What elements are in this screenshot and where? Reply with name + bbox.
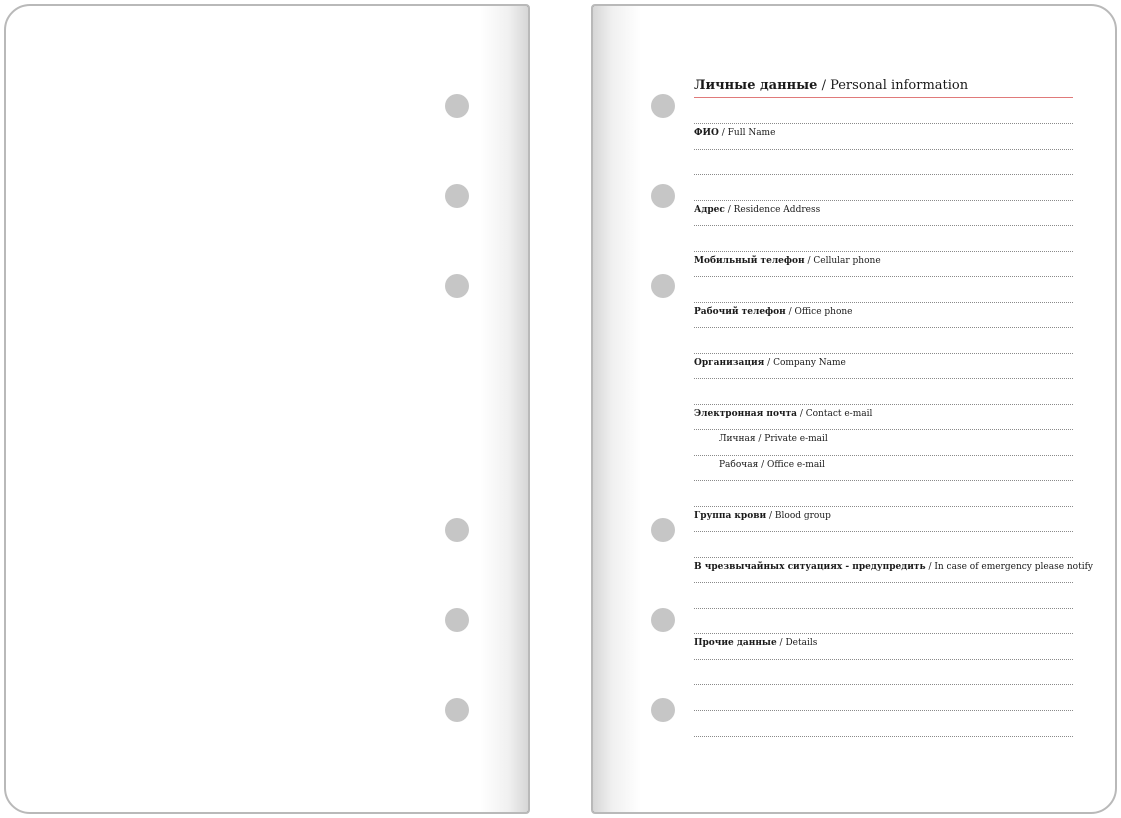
- page-title: [694, 78, 968, 93]
- label-ru: Прочие данные: [694, 638, 777, 648]
- ring-hole: [651, 184, 675, 208]
- writing-line[interactable]: [694, 276, 1073, 277]
- label-en: / In case of emergency please notify: [928, 562, 1094, 572]
- field-label-office-phone: [694, 307, 853, 317]
- page-title-ru: Личные данные: [694, 78, 818, 93]
- label-en: / Private e-mail: [758, 434, 828, 444]
- field-label-office-email: [719, 460, 825, 470]
- writing-line[interactable]: [694, 736, 1073, 737]
- field-label-email: [694, 409, 872, 419]
- ring-hole: [445, 518, 469, 542]
- label-ru: Мобильный телефон: [694, 256, 805, 266]
- writing-line[interactable]: [694, 608, 1073, 609]
- ring-hole: [445, 608, 469, 632]
- label-en: / Contact e-mail: [799, 409, 873, 419]
- label-ru: ФИО: [694, 128, 719, 138]
- writing-line[interactable]: [694, 480, 1073, 481]
- label-ru: Личная: [719, 434, 756, 444]
- label-ru: Рабочий телефон: [694, 307, 786, 317]
- left-page: [4, 4, 530, 814]
- right-page-gutter-shadow: [593, 6, 641, 812]
- writing-line[interactable]: [694, 582, 1073, 583]
- label-en: / Details: [779, 638, 818, 648]
- ring-hole: [445, 274, 469, 298]
- label-en: / Residence Address: [727, 205, 821, 215]
- writing-line[interactable]: [694, 659, 1073, 660]
- label-ru: Адрес: [694, 205, 725, 215]
- label-en: / Office e-mail: [761, 460, 825, 470]
- writing-line[interactable]: [694, 378, 1073, 379]
- writing-line[interactable]: [694, 531, 1073, 532]
- ring-hole: [445, 184, 469, 208]
- label-en: / Cellular phone: [807, 256, 881, 266]
- label-ru: Рабочая: [719, 460, 759, 470]
- writing-line[interactable]: [694, 557, 1073, 558]
- writing-line[interactable]: [694, 302, 1073, 303]
- writing-line[interactable]: [694, 353, 1073, 354]
- label-en: / Blood group: [769, 511, 831, 521]
- field-label-emergency: [694, 562, 1093, 572]
- writing-line[interactable]: [694, 455, 1073, 456]
- ring-hole: [651, 698, 675, 722]
- ring-hole: [651, 608, 675, 632]
- left-page-gutter-shadow: [480, 6, 528, 812]
- writing-line[interactable]: [694, 149, 1073, 150]
- page-title-en: / Personal information: [821, 78, 969, 93]
- label-en: / Company Name: [767, 358, 846, 368]
- label-ru: В чрезвычайных ситуациях - предупредить: [694, 562, 926, 572]
- field-label-mobile-phone: [694, 256, 881, 266]
- writing-line[interactable]: [694, 327, 1073, 328]
- ring-hole: [651, 94, 675, 118]
- writing-line[interactable]: [694, 710, 1073, 711]
- label-en: / Office phone: [788, 307, 853, 317]
- label-ru: Организация: [694, 358, 765, 368]
- writing-line[interactable]: [694, 251, 1073, 252]
- writing-line[interactable]: [694, 684, 1073, 685]
- writing-line[interactable]: [694, 429, 1073, 430]
- writing-line[interactable]: [694, 200, 1073, 201]
- label-en: / Full Name: [721, 128, 776, 138]
- label-ru: Группа крови: [694, 511, 767, 521]
- title-underline: [694, 97, 1073, 98]
- writing-line[interactable]: [694, 225, 1073, 226]
- writing-line[interactable]: [694, 633, 1073, 634]
- field-label-private-email: [719, 434, 828, 444]
- ring-hole: [651, 518, 675, 542]
- field-label-company: [694, 358, 846, 368]
- label-ru: Электронная почта: [694, 409, 797, 419]
- ring-hole: [651, 274, 675, 298]
- ring-hole: [445, 698, 469, 722]
- field-label-details: [694, 638, 817, 648]
- writing-line[interactable]: [694, 506, 1073, 507]
- writing-line[interactable]: [694, 123, 1073, 124]
- field-label-blood-group: [694, 511, 831, 521]
- writing-line[interactable]: [694, 174, 1073, 175]
- field-label-full-name: [694, 128, 775, 138]
- writing-line[interactable]: [694, 404, 1073, 405]
- ring-hole: [445, 94, 469, 118]
- field-label-address: [694, 205, 820, 215]
